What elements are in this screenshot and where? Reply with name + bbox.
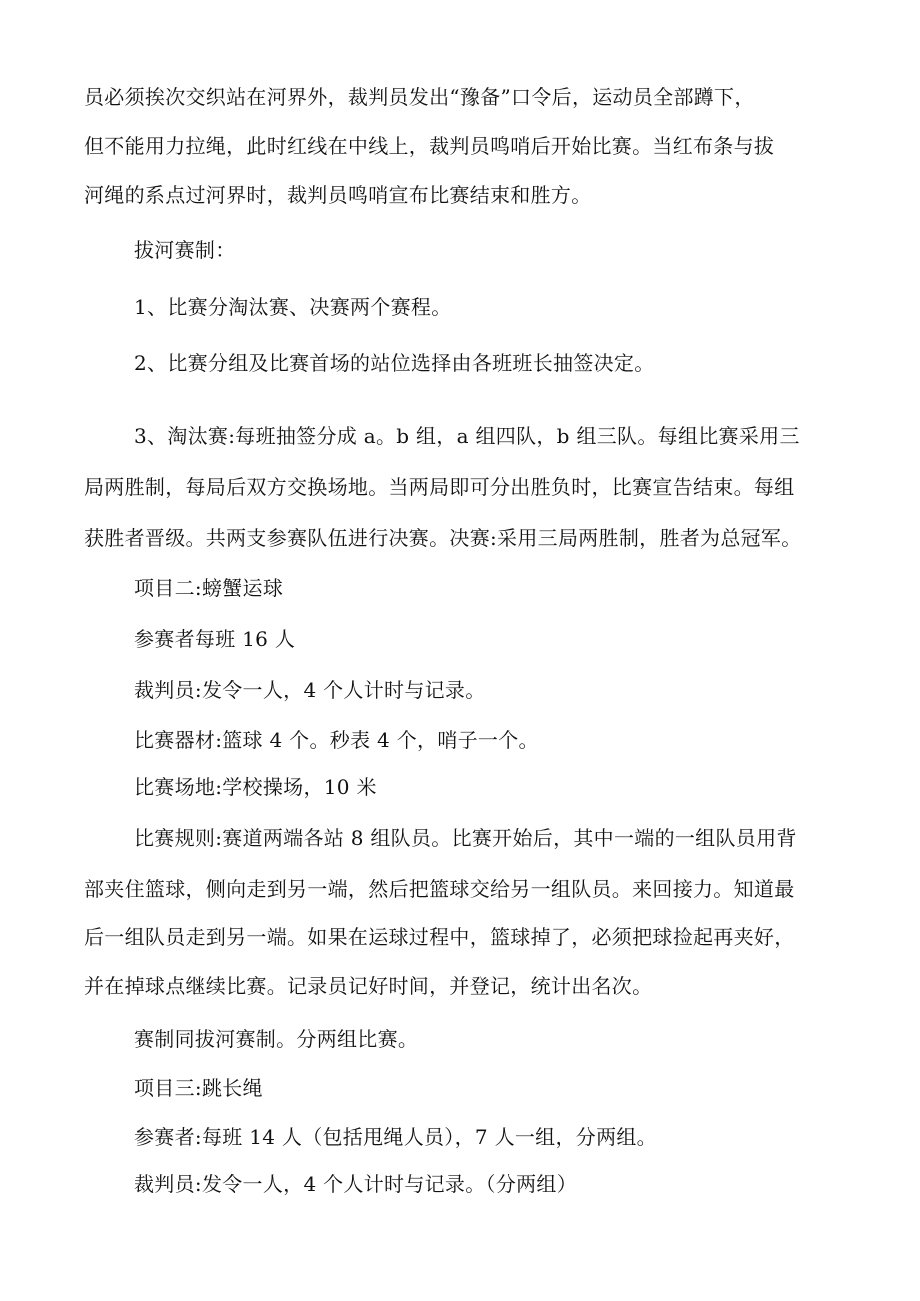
text-line: 比赛规则:赛道两端各站 8 组队员。比赛开始后，其中一端的一组队员用背 (134, 826, 797, 850)
list-item: 1、比赛分淘汰赛、决赛两个赛程。 (134, 295, 452, 319)
text-line: 参赛者每班 16 人 (134, 627, 296, 651)
text-line: 但不能用力拉绳，此时红线在中线上，裁判员鸣哨后开始比赛。当红布条与拔 (84, 134, 775, 158)
text-line: 比赛器材:篮球 4 个。秒表 4 个，哨子一个。 (134, 728, 539, 752)
text-line: 并在掉球点继续比赛。记录员记好时间，并登记，统计出名次。 (84, 974, 653, 998)
list-item: 2、比赛分组及比赛首场的站位选择由各班班长抽签决定。 (134, 351, 655, 375)
text-line: 后一组队员走到另一端。如果在运球过程中，篮球掉了，必须把球捡起再夹好， (84, 925, 795, 949)
section-heading: 项目三:跳长绳 (134, 1076, 263, 1100)
section-heading: 拔河赛制： (134, 238, 236, 262)
text-line: 裁判员:发令一人，4 个人计时与记录。 (134, 678, 486, 702)
text-line: 比赛场地:学校操场，10 米 (134, 775, 377, 799)
text-line: 裁判员:发令一人，4 个人计时与记录。（分两组） (134, 1172, 578, 1196)
text-line: 赛制同拔河赛制。分两组比赛。 (134, 1027, 419, 1051)
text-line: 参赛者:每班 14 人（包括甩绳人员），7 人一组，分两组。 (134, 1125, 657, 1149)
text-line: 河绳的系点过河界时，裁判员鸣哨宣布比赛结束和胜方。 (84, 183, 592, 207)
text-line: 部夹住篮球，侧向走到另一端，然后把篮球交给另一组队员。来回接力。知道最 (84, 877, 795, 901)
section-heading: 项目二:螃蟹运球 (134, 576, 284, 600)
text-line: 局两胜制，每局后双方交换场地。当两局即可分出胜负时，比赛宣告结束。每组 (84, 475, 795, 499)
text-line: 获胜者晋级。共两支参赛队伍进行决赛。决赛:采用三局两胜制，胜者为总冠军。 (84, 526, 802, 550)
list-item: 3、淘汰赛:每班抽签分成 a。b 组，a 组四队，b 组三队。每组比赛采用三 (134, 424, 800, 448)
text-line: 员必须挨次交织站在河界外，裁判员发出“豫备”口令后，运动员全部蹲下， (84, 85, 755, 109)
